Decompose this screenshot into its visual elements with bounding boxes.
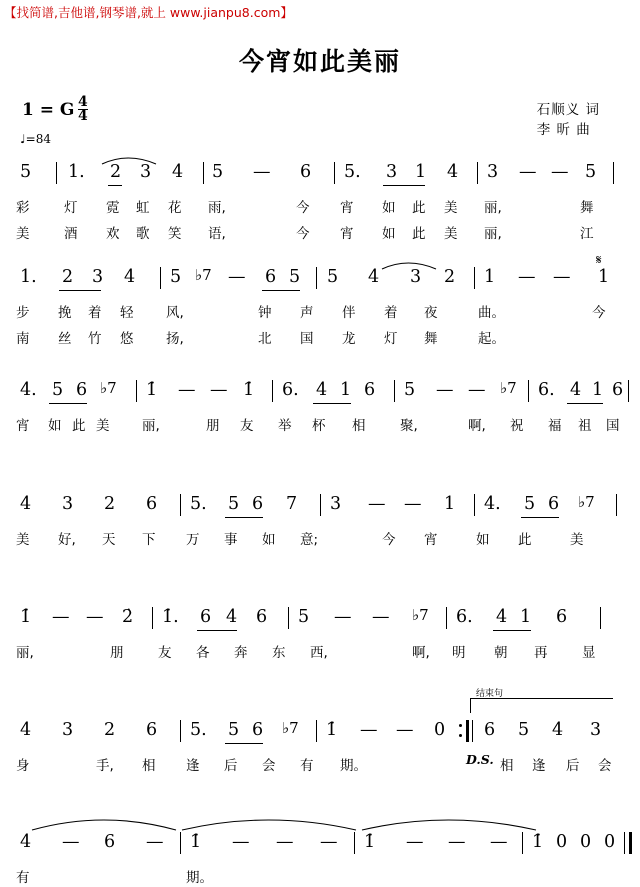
note: 6 (76, 380, 88, 400)
slur (360, 810, 540, 832)
lyric-syllable: 花 (168, 200, 182, 216)
barline (334, 162, 335, 184)
barline (616, 494, 617, 516)
lyric-syllable: 宵 (16, 418, 30, 434)
barline (180, 720, 181, 742)
lyric-syllable: 着 (384, 305, 398, 321)
lyric-syllable: 酒 (64, 226, 78, 242)
note: 1 (415, 162, 427, 182)
lyric-syllable: 朝 (494, 645, 508, 661)
lyric-syllable: 聚, (400, 418, 418, 434)
staff-system-5 (0, 605, 640, 665)
note: 6 (146, 720, 158, 740)
lyric-syllable: 丝 (58, 331, 72, 347)
lyric-syllable: 下 (142, 532, 156, 548)
time-signature-numerator: 4 (78, 94, 88, 110)
beam-underline (313, 403, 351, 404)
lyric-syllable: 丽, (16, 645, 34, 661)
note: 1̇ (190, 832, 202, 852)
note: 6 (364, 380, 376, 400)
composer: 李 昕 曲 (536, 122, 591, 138)
note: 4 (570, 380, 582, 400)
final-barline-thick (629, 832, 632, 854)
note: 1 (520, 607, 532, 627)
note: 5 (170, 267, 182, 287)
note: 1 (598, 267, 610, 287)
note: 1̇ (146, 380, 158, 400)
note: 1. (68, 162, 85, 182)
beam-underline (225, 517, 263, 518)
lyric-syllable: 舞 (580, 200, 594, 216)
lyric-syllable: 美 (570, 532, 584, 548)
site-watermark: 【找简谱,吉他谱,钢琴谱,就上 www.jianpu8.com】 (4, 5, 293, 20)
lyric-syllable: 相 (142, 758, 156, 774)
lyric-syllable: 意; (300, 532, 319, 548)
note: 6 (556, 607, 568, 627)
note: — (468, 380, 486, 400)
lyric-syllable: 逢 (532, 758, 546, 774)
lyric-syllable: 伴 (342, 305, 356, 321)
note: 1̇. (162, 607, 179, 627)
lyric-syllable: 相 (500, 758, 514, 774)
lyric-syllable: 北 (258, 331, 272, 347)
lyric-syllable: 此 (518, 532, 532, 548)
note: 4 (124, 267, 136, 287)
note: 3 (140, 162, 152, 182)
barline (474, 267, 475, 289)
note: — (551, 162, 569, 182)
barline (394, 380, 395, 402)
lyric-syllable: 今 (382, 532, 396, 548)
lyric-syllable: 今 (296, 200, 310, 216)
barline (320, 494, 321, 516)
note: 0 (434, 720, 446, 740)
lyric-syllable: 虹 (136, 200, 150, 216)
lyric-syllable: 东 (272, 645, 286, 661)
lyricist: 石顺义 词 (536, 102, 600, 118)
note: — (253, 162, 271, 182)
lyric-syllable: 此 (412, 226, 426, 242)
lyric-syllable: 奔 (234, 645, 248, 661)
note: ♭7 (195, 266, 212, 284)
note: 6 (548, 494, 560, 514)
notation-row-4 (0, 492, 640, 526)
note: — (276, 832, 294, 852)
note: 5. (190, 720, 207, 740)
note: 5 (52, 380, 64, 400)
note: — (62, 832, 80, 852)
lyric-syllable: 轻 (120, 305, 134, 321)
lyric-syllable: 身 (16, 758, 30, 774)
note: 6 (612, 380, 624, 400)
lyric-syllable: 此 (72, 418, 86, 434)
note: — (406, 832, 424, 852)
lyric-syllable: 如 (262, 532, 276, 548)
note: 5 (327, 267, 339, 287)
lyric-syllable: 宵 (340, 200, 354, 216)
note: 4 (496, 607, 508, 627)
note: — (436, 380, 454, 400)
lyric-syllable: 风, (166, 305, 184, 321)
note: — (490, 832, 508, 852)
note: 3 (330, 494, 342, 514)
barline (528, 380, 529, 402)
note: 4. (20, 380, 37, 400)
barline (288, 607, 289, 629)
lyric-syllable: 朋 (110, 645, 124, 661)
note: 6. (538, 380, 555, 400)
lyric-syllable: 期。 (186, 870, 213, 886)
note: 4 (447, 162, 459, 182)
lyric-syllable: 欢 (106, 226, 120, 242)
note: 4 (20, 494, 32, 514)
lyric-syllable: 如 (382, 200, 396, 216)
note: 4 (368, 267, 380, 287)
lyric-syllable: 万 (186, 532, 200, 548)
note: 4 (552, 720, 564, 740)
lyric-syllable: 起。 (478, 331, 505, 347)
staff-system-6 (0, 689, 640, 774)
note: 1̇ (326, 720, 338, 740)
note: 2 (104, 720, 116, 740)
note: 6. (282, 380, 299, 400)
lyric-syllable: 今 (296, 226, 310, 242)
repeat-barline (466, 720, 469, 742)
beam-underline (493, 630, 531, 631)
note: — (372, 607, 390, 627)
lyric-syllable: 美 (16, 226, 30, 242)
note: 6 (200, 607, 212, 627)
note: 5 (228, 494, 240, 514)
lyric-syllable: 相 (352, 418, 366, 434)
lyric-syllable: 丽, (484, 200, 502, 216)
lyric-syllable: 有 (300, 758, 314, 774)
note: 4 (226, 607, 238, 627)
note: 1̇ (532, 832, 544, 852)
note: 3 (92, 267, 104, 287)
lyric-syllable: 如 (382, 226, 396, 242)
lyric-syllable: 宵 (424, 532, 438, 548)
note: — (52, 607, 70, 627)
barline (522, 832, 523, 854)
note: 2 (110, 162, 122, 182)
note: 6 (146, 494, 158, 514)
staff-system-1 (0, 160, 640, 250)
note: 1. (20, 267, 37, 287)
beam-underline (262, 290, 300, 291)
note: 3 (590, 720, 602, 740)
lyric-syllable: 显 (582, 645, 596, 661)
lyric-syllable: 再 (534, 645, 548, 661)
lyric-syllable: 祖 (578, 418, 592, 434)
note: 5. (190, 494, 207, 514)
note: 6 (104, 832, 116, 852)
ds-marking: D.S. (466, 752, 494, 767)
time-signature-denominator: 4 (78, 108, 88, 124)
lyric-syllable: 灯 (64, 200, 78, 216)
barline (56, 162, 57, 184)
lyric-syllable: 朋 (206, 418, 220, 434)
note: 5 (20, 162, 32, 182)
note: 4. (484, 494, 501, 514)
lyric-syllable: 如 (476, 532, 490, 548)
note: 6 (300, 162, 312, 182)
beam-underline (383, 185, 425, 186)
note: 0 (556, 832, 568, 852)
note: 3 (487, 162, 499, 182)
slur (100, 152, 160, 166)
beam-underline (49, 403, 87, 404)
note: 1̇ (20, 607, 32, 627)
beam-underline (225, 743, 263, 744)
lyric-syllable: 有 (16, 870, 30, 886)
lyric-syllable: 杯 (312, 418, 326, 434)
beam-underline (567, 403, 603, 404)
lyric-syllable: 灯 (384, 331, 398, 347)
segno-sign: 𝄋 (596, 253, 602, 268)
note: ♭7 (412, 606, 429, 624)
lyric-syllable: 扬, (166, 331, 184, 347)
beam-underline (521, 517, 559, 518)
barline (628, 380, 629, 402)
lyric-syllable: 期。 (340, 758, 367, 774)
barline (160, 267, 161, 289)
notation-row-5 (0, 605, 640, 639)
staff-system-3 (0, 378, 640, 438)
lyric-syllable: 霓 (106, 200, 120, 216)
lyric-syllable: 南 (16, 331, 30, 347)
note: — (396, 720, 414, 740)
lyric-syllable: 啊, (412, 645, 430, 661)
time-signature (78, 96, 88, 123)
beam-underline (59, 290, 101, 291)
note: — (232, 832, 250, 852)
lyric-syllable: 美 (96, 418, 110, 434)
note: 2 (104, 494, 116, 514)
note: ♭7 (578, 493, 595, 511)
note: 6. (456, 607, 473, 627)
lyric-syllable: 美 (444, 226, 458, 242)
note: 3 (410, 267, 422, 287)
lyric-syllable: 福 (548, 418, 562, 434)
note: 2̇ (122, 607, 134, 627)
lyric-syllable: 会 (262, 758, 276, 774)
lyric-syllable: 夜 (424, 305, 438, 321)
note: — (519, 162, 537, 182)
note: — (210, 380, 228, 400)
note: 5 (212, 162, 224, 182)
lyric-syllable: 如 (48, 418, 62, 434)
note: 1̇ (243, 380, 255, 400)
lyric-syllable: 悠 (120, 331, 134, 347)
key-signature: 1 = G (22, 100, 75, 120)
lyric-syllable: 友 (158, 645, 172, 661)
note: 4 (316, 380, 328, 400)
staff-system-7 (0, 800, 640, 886)
barline (272, 380, 273, 402)
note: 3 (62, 720, 74, 740)
lyric-syllable: 丽, (484, 226, 502, 242)
note: 5 (289, 267, 301, 287)
lyric-syllable: 声 (300, 305, 314, 321)
note: 1̇ (364, 832, 376, 852)
lyric-syllable: 丽, (142, 418, 160, 434)
lyric-syllable: 钟 (258, 305, 272, 321)
lyric-syllable: 事 (224, 532, 238, 548)
slur (30, 810, 180, 832)
note: ♭7 (100, 379, 117, 397)
note: 6 (252, 494, 264, 514)
lyric-syllable: 国 (300, 331, 314, 347)
notation-row-1 (0, 160, 640, 194)
barline (613, 162, 614, 184)
staff-system-4 (0, 492, 640, 552)
notation-row-2 (0, 253, 640, 299)
lyric-syllable: 今 (592, 305, 606, 321)
lyric-syllable: 祝 (510, 418, 524, 434)
slur (380, 257, 440, 271)
lyric-syllable: 曲。 (478, 305, 505, 321)
note: 5 (228, 720, 240, 740)
lyric-syllable: 语, (208, 226, 226, 242)
slur (180, 810, 360, 832)
note: 7 (286, 494, 298, 514)
lyric-syllable: 后 (224, 758, 238, 774)
ending-label: 结束句 (476, 689, 504, 699)
note: 3 (62, 494, 74, 514)
lyric-syllable: 西, (310, 645, 328, 661)
page-title: 今宵如此美丽 (238, 47, 401, 76)
lyric-syllable: 江 (580, 226, 594, 242)
beam-underline (108, 185, 122, 186)
lyric-syllable: 各 (196, 645, 210, 661)
note: — (334, 607, 352, 627)
lyric-syllable: 雨, (208, 200, 226, 216)
ending-bracket (470, 698, 613, 713)
note: ♭7 (500, 379, 517, 397)
note: 4 (20, 832, 32, 852)
note: ♭7 (282, 719, 299, 737)
note: — (518, 267, 536, 287)
note: 6 (256, 607, 268, 627)
lyric-syllable: 好, (58, 532, 76, 548)
lyric-syllable: 会 (598, 758, 612, 774)
lyric-syllable: 啊, (468, 418, 486, 434)
note: 5 (518, 720, 530, 740)
notation-row-6 (0, 718, 640, 752)
lyric-syllable: 手, (96, 758, 114, 774)
credits (537, 100, 600, 140)
lyric-syllable: 着 (88, 305, 102, 321)
note: 0 (604, 832, 616, 852)
barline (316, 720, 317, 742)
note: 5 (585, 162, 597, 182)
lyric-syllable: 逢 (186, 758, 200, 774)
lyric-syllable: 歌 (136, 226, 150, 242)
note: — (146, 832, 164, 852)
lyric-syllable: 天 (102, 532, 116, 548)
note: 5. (344, 162, 361, 182)
barline (203, 162, 204, 184)
lyric-syllable: 舞 (424, 331, 438, 347)
note: 1 (592, 380, 604, 400)
note: 3 (386, 162, 398, 182)
barline (600, 607, 601, 629)
note: 0 (580, 832, 592, 852)
barline (354, 832, 355, 854)
barline (446, 607, 447, 629)
note: 5 (404, 380, 416, 400)
lyric-syllable: 后 (566, 758, 580, 774)
lyric-syllable: 国 (606, 418, 620, 434)
lyric-syllable: 举 (278, 418, 292, 434)
note: 6 (252, 720, 264, 740)
note: — (86, 607, 104, 627)
barline (136, 380, 137, 402)
note: 1 (444, 494, 456, 514)
final-barline-thin (624, 832, 625, 854)
note: 4 (20, 720, 32, 740)
barline (180, 832, 181, 854)
notation-row-7 (0, 830, 640, 864)
barline (316, 267, 317, 289)
note: 1 (484, 267, 496, 287)
lyric-syllable: 明 (452, 645, 466, 661)
lyric-syllable: 此 (412, 200, 426, 216)
note: — (178, 380, 196, 400)
lyric-syllable: 宵 (340, 226, 354, 242)
staff-system-2 (0, 253, 640, 355)
note: — (228, 267, 246, 287)
notation-row-3 (0, 378, 640, 412)
note: — (404, 494, 422, 514)
note: 4 (172, 162, 184, 182)
barline (477, 162, 478, 184)
lyric-syllable: 笑 (168, 226, 182, 242)
note: 1 (340, 380, 352, 400)
note: 5 (524, 494, 536, 514)
note: 2 (62, 267, 74, 287)
note: 2 (444, 267, 456, 287)
note: — (368, 494, 386, 514)
tempo-marking: ♩=84 (20, 132, 51, 146)
note: — (448, 832, 466, 852)
barline (180, 494, 181, 516)
lyric-syllable: 龙 (342, 331, 356, 347)
beam-underline (197, 630, 237, 631)
note: — (553, 267, 571, 287)
lyric-syllable: 彩 (16, 200, 30, 216)
lyric-syllable: 友 (240, 418, 254, 434)
lyric-syllable: 挽 (58, 305, 72, 321)
note: 6 (265, 267, 277, 287)
lyric-syllable: 步 (16, 305, 30, 321)
repeat-barline-thin (472, 720, 473, 742)
note: — (360, 720, 378, 740)
note: 5 (298, 607, 310, 627)
lyric-syllable: 美 (16, 532, 30, 548)
barline (152, 607, 153, 629)
lyric-syllable: 美 (444, 200, 458, 216)
note: 6 (484, 720, 496, 740)
lyric-syllable: 竹 (88, 331, 102, 347)
barline (474, 494, 475, 516)
note: — (320, 832, 338, 852)
